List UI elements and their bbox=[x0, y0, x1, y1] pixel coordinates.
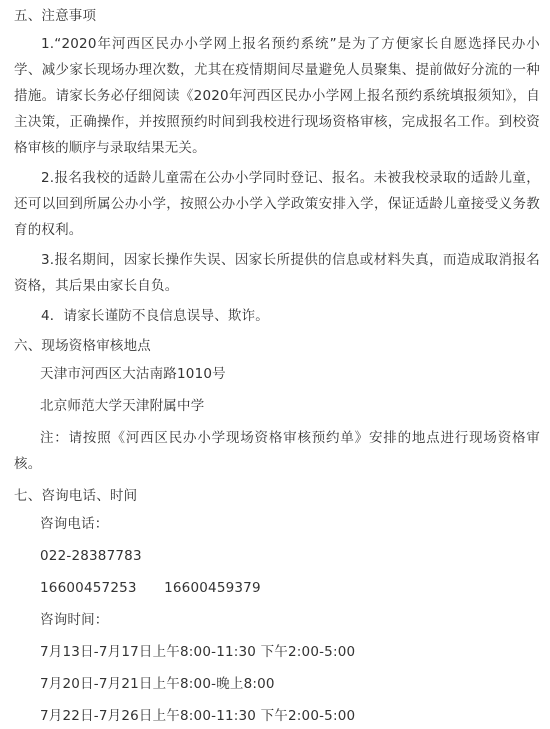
review-address: 天津市河西区大沽南路1010号 bbox=[40, 366, 226, 382]
review-note: 注：请按照《河西区民办小学现场资格审核预约单》安排的地点进行现场资格审核。 bbox=[14, 430, 540, 472]
time-slot-2: 7月20日-7月21日上午8:00-晚上8:00 bbox=[40, 676, 275, 692]
section-6-heading: 六、现场资格审核地点 bbox=[14, 338, 151, 354]
notice-item-2: 2.报名我校的适龄儿童需在公办小学同时登记、报名。未被我校录取的适龄儿童，还可以回到所属公办小学，按照公办小学入学政策安排入学，保证适龄儿童接受义务教育的权利。 bbox=[14, 170, 540, 238]
notice-item-4: 4．请家长谨防不良信息误导、欺诈。 bbox=[41, 308, 269, 324]
section-7-heading: 七、咨询电话、时间 bbox=[14, 488, 138, 504]
time-slot-1: 7月13日-7月17日上午8:00-11:30 下午2:00-5:00 bbox=[40, 644, 356, 660]
time-slot-3: 7月22日-7月26日上午8:00-11:30 下午2:00-5:00 bbox=[40, 708, 356, 724]
notice-item-1: 1.“2020年河西区民办小学网上报名预约系统”是为了方便家长自愿选择民办小学、减少家长现场办理次数，尤其在疫情期间尽量避免人员聚集、提前做好分流的一种措施。请家长务必仔细阅读《2020年河西区民办小学网上报名预约系统填报须知》，自主决策，正确操作，并按照预约时间到我校进行现场资格审核，完成报名工作。到校资格审核的顺序与录取结果无关。 bbox=[14, 36, 540, 156]
review-school: 北京师范大学天津附属中学 bbox=[40, 398, 205, 414]
phone-number-1: 022-28387783 bbox=[40, 548, 142, 564]
time-label: 咨询时间： bbox=[40, 612, 109, 628]
phone-label: 咨询电话： bbox=[40, 516, 109, 532]
notice-item-3: 3.报名期间，因家长操作失误、因家长所提供的信息或材料失真，而造成取消报名资格，其后果由家长自负。 bbox=[14, 252, 540, 294]
section-5-heading: 五、注意事项 bbox=[14, 8, 97, 24]
phone-numbers-mobile: 16600457253 16600459379 bbox=[40, 580, 261, 596]
